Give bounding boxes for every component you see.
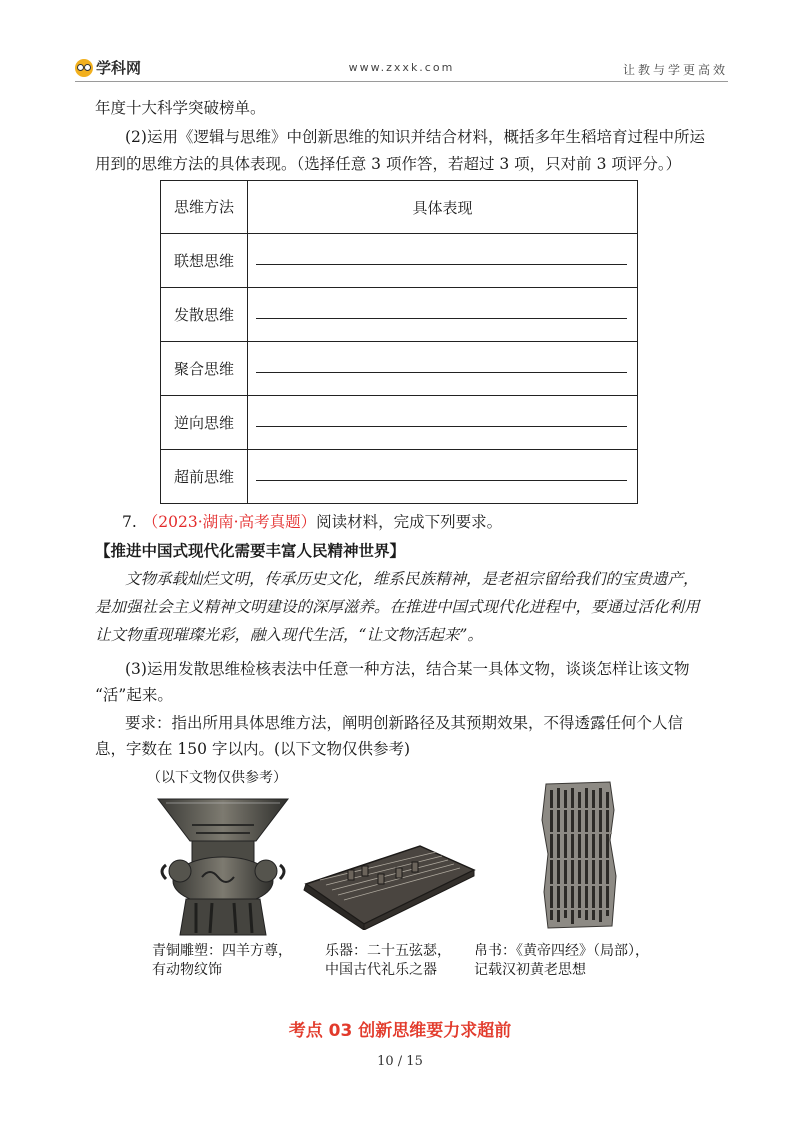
method-label: 联想思维 [161,234,248,288]
section-title: 考点 03 创新思维要力求超前 [288,1021,512,1041]
question-3-line-1: (3)运用发散思维检核表法中任意一种方法，结合某一具体文物，谈谈怎样让该文物 [125,660,690,678]
question-2-line-2: 用到的思维方法的具体表现。（选择任意 3 项作答，若超过 3 项，只对前 3 项评分。） [95,155,682,173]
page-number: 10 / 15 [377,1054,423,1069]
answer-blank-line [256,480,627,481]
requirement-line-2: 息，字数在 150 字以内。(以下文物仅供参考) [95,740,411,758]
requirement-line-1: 要求：指出所用具体思维方法，阐明创新路径及其预期效果，不得透露任何个人信 [125,714,684,732]
method-label: 超前思维 [161,450,248,504]
material-title: 【推进中国式现代化需要丰富人民精神世界】 [95,541,406,560]
method-label: 聚合思维 [161,342,248,396]
answer-cell[interactable] [248,450,638,504]
question-number: 7. [122,513,137,531]
method-label: 逆向思维 [161,396,248,450]
site-slogan: 让教与学更高效 [622,63,728,77]
answer-blank-line [256,264,627,265]
caption-se-line-1: 乐器：二十五弦瑟， [325,943,451,959]
twenty-five-string-se-image [300,840,478,930]
table-row [161,450,638,504]
site-url[interactable]: www.zxxk.com [348,61,455,74]
caption-zun-line-2: 有动物纹饰 [152,962,222,978]
continued-text: 年度十大科学突破榜单。 [95,99,266,117]
logo-text: 学科网 [96,59,142,77]
table-row [161,396,638,450]
caption-se-line-2: 中国古代礼乐之器 [325,962,437,978]
material-line-3: 让文物重现璀璨光彩，融入现代生活，“让文物活起来”。 [95,626,483,644]
question-2-line-1: (2)运用《逻辑与思维》中创新思维的知识并结合材料，概括多年生稻培育过程中所运 [125,128,705,146]
question-7-heading [122,512,502,532]
answer-cell[interactable] [248,396,638,450]
four-ram-zun-image [152,795,294,943]
answer-blank-line [256,372,627,373]
caption-zun-line-1: 青铜雕塑：四羊方尊， [152,943,292,959]
figure-note: （以下文物仅供参考） [147,770,287,786]
answer-cell[interactable] [248,342,638,396]
question-instruction: 阅读材料，完成下列要求。 [316,513,503,531]
table-row [161,342,638,396]
material-line-2: 是加强社会主义精神文明建设的深厚滋养。在推进中国式现代化进程中，要通过活化利用 [95,598,700,616]
header-detail: 具体表现 [248,181,638,234]
caption-silk-line-2: 记载汉初黄老思想 [474,962,586,978]
answer-cell[interactable] [248,234,638,288]
silk-manuscript-image [540,780,618,930]
page-header [75,55,728,82]
question-3-line-2: “活”起来。 [95,686,173,704]
answer-blank-line [256,426,627,427]
question-source: （2023·湖南·高考真题） [142,513,317,531]
caption-silk-line-1: 帛书：《黄帝四经》（局部）， [474,943,649,959]
table-row [161,234,638,288]
answer-blank-line [256,318,627,319]
method-label: 发散思维 [161,288,248,342]
header-method: 思维方法 [161,181,248,234]
table-row [161,288,638,342]
thinking-methods-table [160,180,638,504]
answer-cell[interactable] [248,288,638,342]
material-line-1: 文物承载灿烂文明，传承历史文化，维系民族精神，是老祖宗留给我们的宝贵遗产， [125,570,699,588]
table-header-row [161,181,638,234]
